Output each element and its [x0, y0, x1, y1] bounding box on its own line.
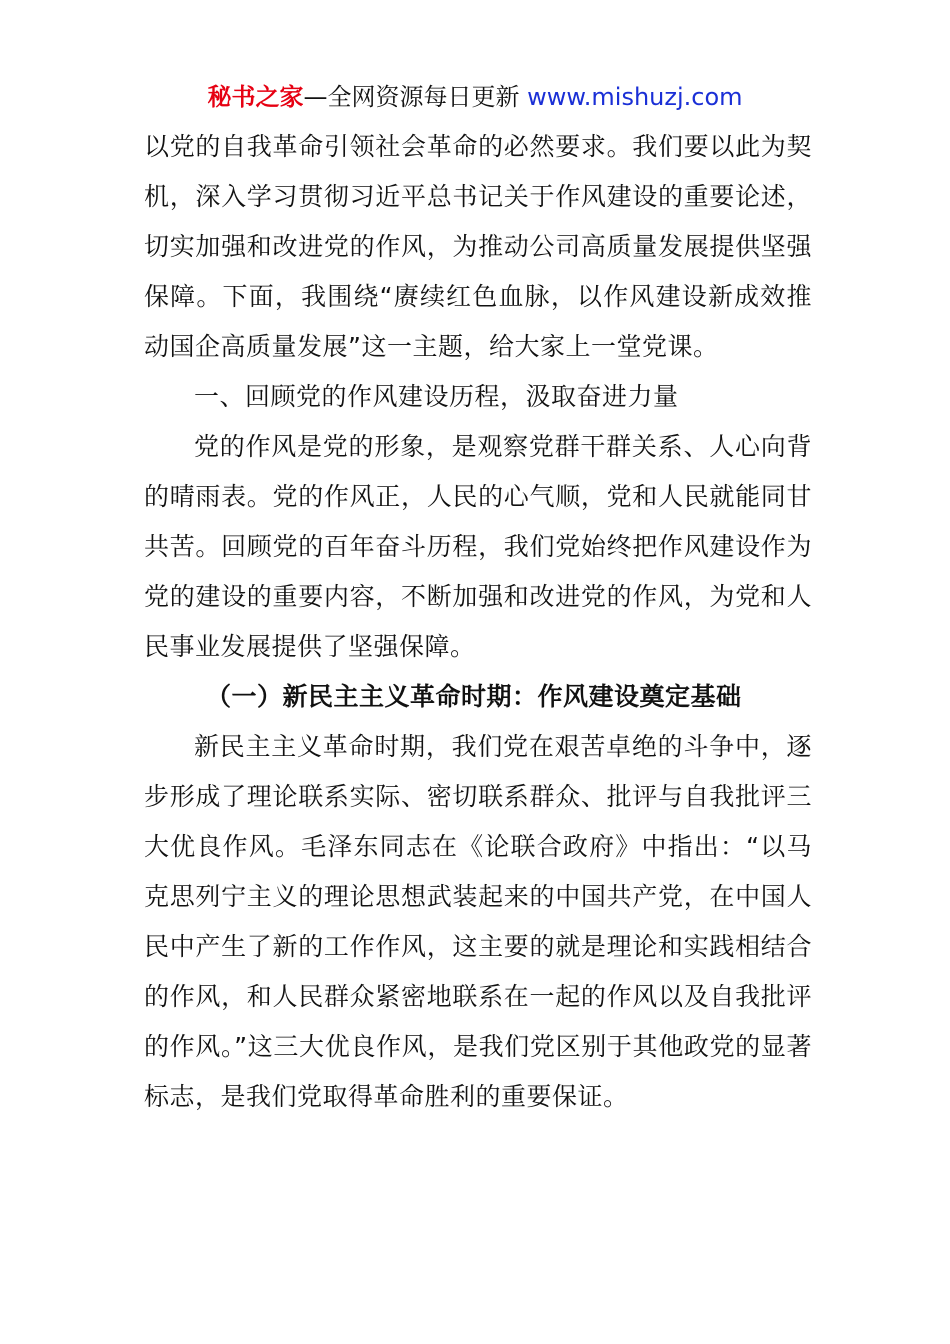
paragraph-subsection-1: 新民主主义革命时期，我们党在艰苦卓绝的斗争中，逐步形成了理论联系实际、密切联系群众、批评与自我批评三大优良作风。毛泽东同志在《论联合政府》中指出：“以马克思列宁主义的理论思想武装起来的中国共产党，在中国人民中产生了新的工作作风，这主要的就是理论和实践相结合的作风，和人民群众紧密地联系在一起的作风以及自我批评的作风。”这三大优良作风，是我们党区别于其他政党的显著标志，是我们党取得革命胜利的重要保证。 [144, 732, 812, 1111]
header-tagline: —全网资源每日更新 [303, 83, 528, 111]
site-url[interactable]: www.mishuzj.com [527, 83, 743, 111]
document-body [144, 122, 812, 1122]
paragraph-intro: 以党的自我革命引领社会革命的必然要求。我们要以此为契机，深入学习贯彻习近平总书记关于作风建设的重要论述，切实加强和改进党的作风，为推动公司高质量发展提供坚强保障。下面，我围绕“赓续红色血脉，以作风建设新成效推动国企高质量发展”这一主题，给大家上一堂党课。 [144, 132, 812, 361]
brand-name: 秘书之家 [207, 83, 304, 111]
paragraph-section-1: 党的作风是党的形象，是观察党群干群关系、人心向背的晴雨表。党的作风正，人民的心气顺，党和人民就能同甘共苦。回顾党的百年奋斗历程，我们党始终把作风建设作为党的建设的重要内容，不断加强和改进党的作风，为党和人民事业发展提供了坚强保障。 [144, 432, 812, 661]
site-header [0, 80, 950, 114]
subsection-heading-1: （一）新民主主义革命时期：作风建设奠定基础 [206, 682, 742, 711]
section-heading-1: 一、回顾党的作风建设历程，汲取奋进力量 [194, 382, 679, 411]
